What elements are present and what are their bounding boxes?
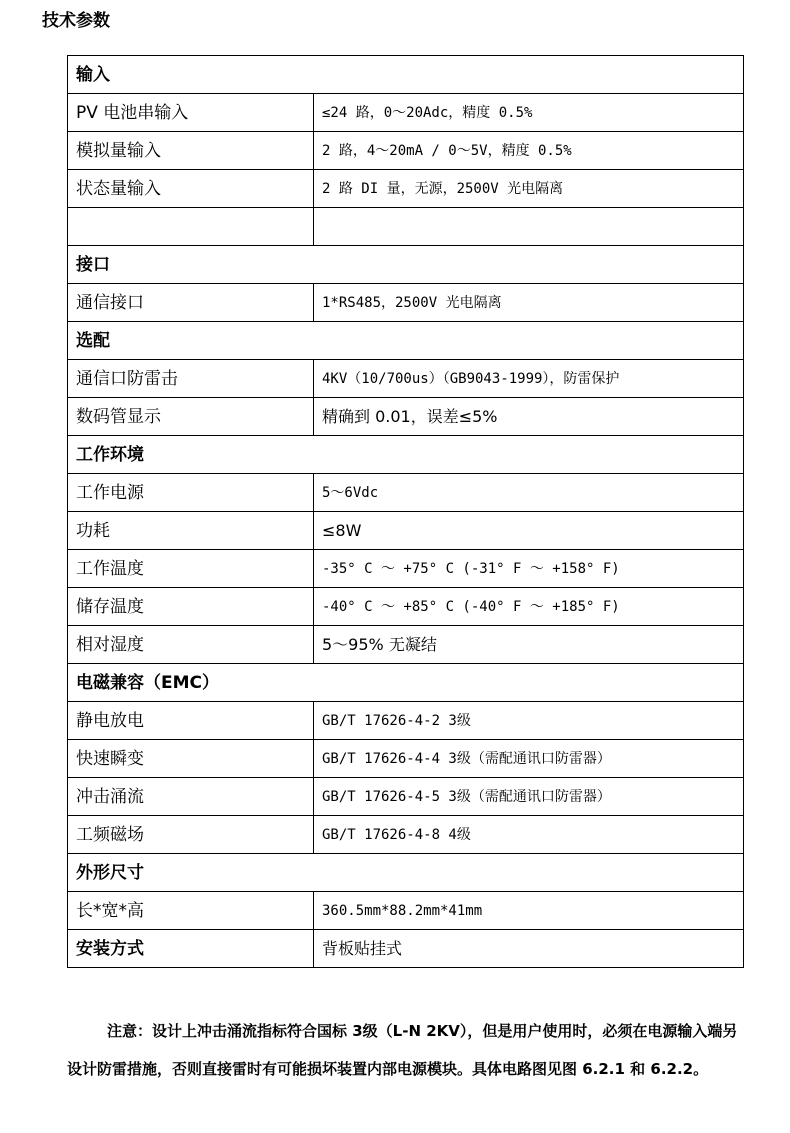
table-row	[68, 284, 744, 322]
row-value: 360.5mm*88.2mm*41mm	[314, 892, 744, 930]
row-value: ≤8W	[314, 512, 744, 550]
row-label: 功耗	[68, 512, 314, 550]
section-title: 工作环境	[68, 436, 744, 474]
row-value: 2 路，4～20mA / 0～5V，精度 0.5%	[314, 132, 744, 170]
section-dimensions	[68, 854, 744, 892]
row-value: GB/T 17626-4-2 3级	[314, 702, 744, 740]
row-label: 相对湿度	[68, 626, 314, 664]
row-value: -35° C ～ +75° C (-31° F ～ +158° F)	[314, 550, 744, 588]
section-emc	[68, 664, 744, 702]
row-label: 工作温度	[68, 550, 314, 588]
section-interface	[68, 246, 744, 284]
note-paragraph: 注意：设计上冲击涌流指标符合国标 3级（L-N 2KV），但是用户使用时，必须在电源输入端另设计防雷措施，否则直接雷时有可能损坏装置内部电源模块。具体电路图见图 6.2.1 和 6.2.2。	[67, 1022, 738, 1078]
row-label: 静电放电	[68, 702, 314, 740]
row-value: 5～6Vdc	[314, 474, 744, 512]
page-heading: 技术参数	[42, 11, 110, 31]
row-label: 快速瞬变	[68, 740, 314, 778]
row-value: 5～95% 无凝结	[314, 626, 744, 664]
table-row	[68, 132, 744, 170]
section-title: 安装方式	[68, 930, 314, 968]
row-value: GB/T 17626-4-4 3级（需配通讯口防雷器）	[314, 740, 744, 778]
row-value	[314, 208, 744, 246]
row-value: -40° C ～ +85° C (-40° F ～ +185° F)	[314, 588, 744, 626]
row-value: 2 路 DI 量，无源，2500V 光电隔离	[314, 170, 744, 208]
row-label: 通信接口	[68, 284, 314, 322]
section-title: 输入	[68, 56, 744, 94]
section-title: 选配	[68, 322, 744, 360]
table-row	[68, 360, 744, 398]
table-row	[68, 474, 744, 512]
row-label: 模拟量输入	[68, 132, 314, 170]
row-value: ≤24 路，0～20Adc，精度 0.5%	[314, 94, 744, 132]
row-label: 储存温度	[68, 588, 314, 626]
table-row	[68, 398, 744, 436]
row-value: 精确到 0.01，误差≤5%	[314, 398, 744, 436]
table-row	[68, 702, 744, 740]
row-label: 数码管显示	[68, 398, 314, 436]
row-label: 通信口防雷击	[68, 360, 314, 398]
row-label: 工作电源	[68, 474, 314, 512]
table-row	[68, 588, 744, 626]
row-label: 工频磁场	[68, 816, 314, 854]
section-title: 接口	[68, 246, 744, 284]
section-environment	[68, 436, 744, 474]
table-row-empty	[68, 208, 744, 246]
section-install	[68, 930, 744, 968]
section-input	[68, 56, 744, 94]
table-row	[68, 892, 744, 930]
table-row	[68, 778, 744, 816]
row-value: 4KV（10/700us）（GB9043-1999），防雷保护	[314, 360, 744, 398]
row-label: PV 电池串输入	[68, 94, 314, 132]
table-row	[68, 512, 744, 550]
spec-table	[67, 55, 744, 968]
table-row	[68, 94, 744, 132]
row-label: 长*宽*高	[68, 892, 314, 930]
row-value: 1*RS485，2500V 光电隔离	[314, 284, 744, 322]
row-value: 背板贴挂式	[314, 930, 744, 968]
section-title: 电磁兼容（EMC）	[68, 664, 744, 702]
row-value: GB/T 17626-4-5 3级（需配通讯口防雷器）	[314, 778, 744, 816]
table-row	[68, 740, 744, 778]
table-row	[68, 550, 744, 588]
table-row	[68, 170, 744, 208]
section-title: 外形尺寸	[68, 854, 744, 892]
row-label: 状态量输入	[68, 170, 314, 208]
section-options	[68, 322, 744, 360]
row-label	[68, 208, 314, 246]
table-row	[68, 626, 744, 664]
row-label: 冲击涌流	[68, 778, 314, 816]
row-value: GB/T 17626-4-8 4级	[314, 816, 744, 854]
table-row	[68, 816, 744, 854]
